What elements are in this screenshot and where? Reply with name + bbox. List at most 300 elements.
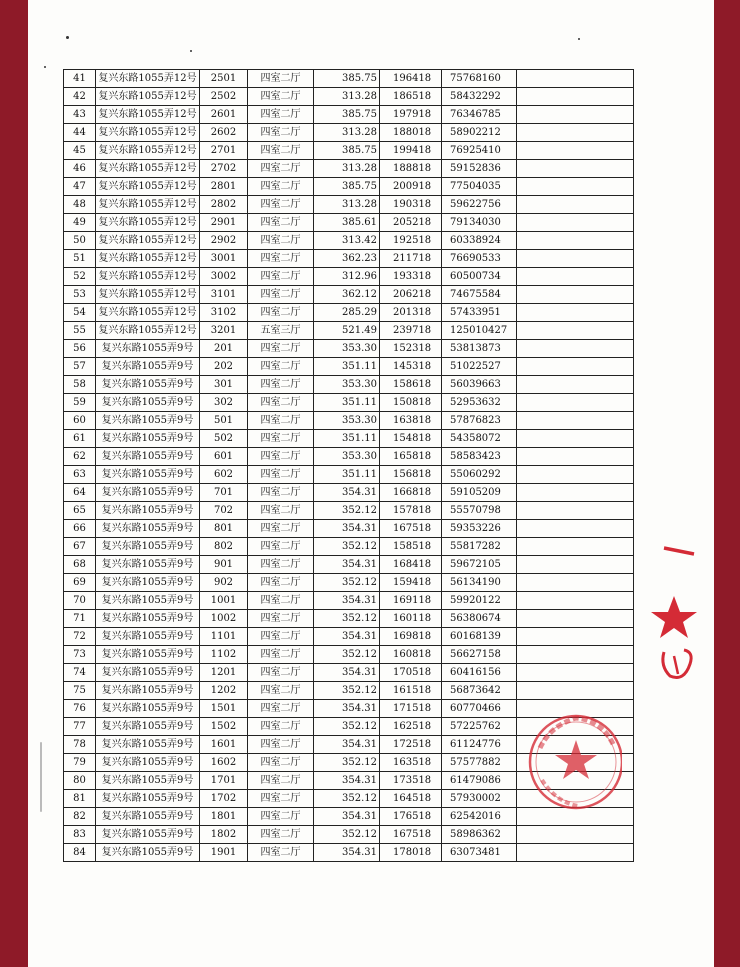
table-cell-area: 313.28 <box>314 124 380 142</box>
table-cell-area: 354.31 <box>314 808 380 826</box>
table-cell-area: 385.75 <box>314 70 380 88</box>
table-cell-address: 复兴东路1055弄12号 <box>96 196 200 214</box>
table-cell-area: 352.12 <box>314 502 380 520</box>
table-cell-price: 173518 <box>380 772 442 790</box>
table-cell-address: 复兴东路1055弄12号 <box>96 322 200 340</box>
table-cell-price: 161518 <box>380 682 442 700</box>
table-cell-area: 352.12 <box>314 610 380 628</box>
table-cell-total: 57930002 <box>442 790 517 808</box>
table-cell-address: 复兴东路1055弄9号 <box>96 826 200 844</box>
table-cell-room: 302 <box>200 394 248 412</box>
table-cell-address: 复兴东路1055弄12号 <box>96 286 200 304</box>
table-cell-room: 3201 <box>200 322 248 340</box>
table-cell-no: 70 <box>64 592 96 610</box>
table-cell-area: 353.30 <box>314 376 380 394</box>
table-row <box>64 376 634 394</box>
table-cell-remark <box>517 394 634 412</box>
table-cell-no: 65 <box>64 502 96 520</box>
table-cell-no: 53 <box>64 286 96 304</box>
table-cell-remark <box>517 430 634 448</box>
table-cell-room: 2701 <box>200 142 248 160</box>
table-cell-price: 158518 <box>380 538 442 556</box>
table-cell-area: 354.31 <box>314 700 380 718</box>
table-cell-address: 复兴东路1055弄12号 <box>96 250 200 268</box>
table-cell-room: 2602 <box>200 124 248 142</box>
table-cell-total: 76346785 <box>442 106 517 124</box>
table-cell-total: 54358072 <box>442 430 517 448</box>
table-cell-layout: 四室二厅 <box>248 412 314 430</box>
table-cell-remark <box>517 754 634 772</box>
table-cell-room: 3002 <box>200 268 248 286</box>
table-cell-address: 复兴东路1055弄9号 <box>96 592 200 610</box>
table-cell-layout: 四室二厅 <box>248 358 314 376</box>
table-cell-price: 156818 <box>380 466 442 484</box>
table-cell-remark <box>517 214 634 232</box>
red-star-margin-mark-icon <box>650 540 710 700</box>
table-cell-no: 72 <box>64 628 96 646</box>
table-cell-area: 313.42 <box>314 232 380 250</box>
table-cell-price: 200918 <box>380 178 442 196</box>
table-cell-address: 复兴东路1055弄9号 <box>96 376 200 394</box>
table-row <box>64 736 634 754</box>
table-cell-room: 1801 <box>200 808 248 826</box>
table-cell-price: 163518 <box>380 754 442 772</box>
table-cell-remark <box>517 520 634 538</box>
table-row <box>64 610 634 628</box>
table-cell-area: 521.49 <box>314 322 380 340</box>
table-cell-total: 76925410 <box>442 142 517 160</box>
table-cell-remark <box>517 70 634 88</box>
table-cell-room: 2502 <box>200 88 248 106</box>
table-cell-no: 49 <box>64 214 96 232</box>
table-cell-remark <box>517 232 634 250</box>
table-cell-area: 352.12 <box>314 646 380 664</box>
table-cell-address: 复兴东路1055弄9号 <box>96 394 200 412</box>
table-cell-layout: 四室二厅 <box>248 376 314 394</box>
table-cell-layout: 四室二厅 <box>248 286 314 304</box>
table-cell-price: 145318 <box>380 358 442 376</box>
table-cell-room: 2501 <box>200 70 248 88</box>
table-cell-area: 354.31 <box>314 628 380 646</box>
table-row <box>64 70 634 88</box>
table-cell-no: 77 <box>64 718 96 736</box>
table-cell-price: 157818 <box>380 502 442 520</box>
table-cell-address: 复兴东路1055弄9号 <box>96 754 200 772</box>
table-cell-room: 502 <box>200 430 248 448</box>
table-cell-total: 60338924 <box>442 232 517 250</box>
table-cell-total: 75768160 <box>442 70 517 88</box>
table-row <box>64 412 634 430</box>
table-cell-no: 50 <box>64 232 96 250</box>
table-row <box>64 142 634 160</box>
table-cell-price: 165818 <box>380 448 442 466</box>
table-cell-remark <box>517 808 634 826</box>
table-cell-remark <box>517 556 634 574</box>
table-cell-address: 复兴东路1055弄12号 <box>96 160 200 178</box>
table-cell-remark <box>517 736 634 754</box>
table-cell-address: 复兴东路1055弄9号 <box>96 700 200 718</box>
table-cell-price: 188018 <box>380 124 442 142</box>
table-row <box>64 844 634 862</box>
table-cell-price: 163818 <box>380 412 442 430</box>
table-cell-area: 351.11 <box>314 466 380 484</box>
table-cell-total: 56627158 <box>442 646 517 664</box>
table-cell-total: 60168139 <box>442 628 517 646</box>
table-cell-address: 复兴东路1055弄9号 <box>96 430 200 448</box>
table-cell-total: 51022527 <box>442 358 517 376</box>
table-cell-layout: 四室二厅 <box>248 250 314 268</box>
table-cell-total: 53813873 <box>442 340 517 358</box>
table-cell-remark <box>517 142 634 160</box>
table-cell-room: 2801 <box>200 178 248 196</box>
table-cell-layout: 四室二厅 <box>248 592 314 610</box>
table-cell-no: 78 <box>64 736 96 754</box>
table-cell-price: 171518 <box>380 700 442 718</box>
table-cell-address: 复兴东路1055弄12号 <box>96 142 200 160</box>
table-cell-address: 复兴东路1055弄9号 <box>96 808 200 826</box>
table-row <box>64 538 634 556</box>
unit-price-table <box>63 69 634 862</box>
table-cell-layout: 四室二厅 <box>248 160 314 178</box>
table-cell-area: 354.31 <box>314 556 380 574</box>
table-cell-no: 45 <box>64 142 96 160</box>
table-row <box>64 124 634 142</box>
table-cell-room: 701 <box>200 484 248 502</box>
table-cell-layout: 四室二厅 <box>248 268 314 286</box>
table-cell-layout: 四室二厅 <box>248 826 314 844</box>
table-cell-total: 58432292 <box>442 88 517 106</box>
table-cell-layout: 四室二厅 <box>248 142 314 160</box>
table-cell-area: 352.12 <box>314 574 380 592</box>
table-cell-total: 56873642 <box>442 682 517 700</box>
table-cell-layout: 四室二厅 <box>248 448 314 466</box>
table-row <box>64 178 634 196</box>
table-cell-price: 193318 <box>380 268 442 286</box>
table-cell-room: 702 <box>200 502 248 520</box>
table-cell-area: 352.12 <box>314 826 380 844</box>
table-cell-room: 1101 <box>200 628 248 646</box>
table-cell-remark <box>517 484 634 502</box>
table-cell-total: 55817282 <box>442 538 517 556</box>
table-cell-total: 125010427 <box>442 322 517 340</box>
table-cell-room: 1002 <box>200 610 248 628</box>
table-cell-remark <box>517 574 634 592</box>
table-cell-price: 211718 <box>380 250 442 268</box>
table-cell-layout: 四室二厅 <box>248 430 314 448</box>
table-cell-room: 3101 <box>200 286 248 304</box>
table-cell-no: 84 <box>64 844 96 862</box>
table-cell-layout: 四室二厅 <box>248 484 314 502</box>
table-cell-address: 复兴东路1055弄12号 <box>96 178 200 196</box>
table-cell-remark <box>517 268 634 286</box>
table-cell-layout: 四室二厅 <box>248 790 314 808</box>
table-cell-address: 复兴东路1055弄9号 <box>96 340 200 358</box>
table-cell-price: 206218 <box>380 286 442 304</box>
table-cell-remark <box>517 628 634 646</box>
table-cell-total: 55570798 <box>442 502 517 520</box>
table-cell-area: 313.28 <box>314 160 380 178</box>
table-row <box>64 574 634 592</box>
table-cell-remark <box>517 124 634 142</box>
table-cell-room: 1901 <box>200 844 248 862</box>
table-cell-room: 2901 <box>200 214 248 232</box>
table-cell-room: 3102 <box>200 304 248 322</box>
table-cell-layout: 四室二厅 <box>248 844 314 862</box>
table-cell-price: 197918 <box>380 106 442 124</box>
table-cell-price: 239718 <box>380 322 442 340</box>
table-cell-area: 354.31 <box>314 844 380 862</box>
table-cell-remark <box>517 178 634 196</box>
table-cell-room: 201 <box>200 340 248 358</box>
table-cell-address: 复兴东路1055弄12号 <box>96 304 200 322</box>
table-cell-area: 313.28 <box>314 88 380 106</box>
table-cell-room: 2902 <box>200 232 248 250</box>
table-row <box>64 340 634 358</box>
table-cell-address: 复兴东路1055弄9号 <box>96 844 200 862</box>
table-cell-room: 2601 <box>200 106 248 124</box>
table-cell-price: 188818 <box>380 160 442 178</box>
table-row <box>64 286 634 304</box>
table-cell-area: 312.96 <box>314 268 380 286</box>
table-row <box>64 808 634 826</box>
table-cell-layout: 四室二厅 <box>248 754 314 772</box>
table-cell-remark <box>517 466 634 484</box>
table-cell-layout: 四室二厅 <box>248 718 314 736</box>
table-cell-price: 178018 <box>380 844 442 862</box>
table-cell-address: 复兴东路1055弄9号 <box>96 610 200 628</box>
table-cell-no: 73 <box>64 646 96 664</box>
table-cell-room: 3001 <box>200 250 248 268</box>
table-cell-no: 61 <box>64 430 96 448</box>
table-cell-layout: 四室二厅 <box>248 610 314 628</box>
table-cell-remark <box>517 412 634 430</box>
table-row <box>64 160 634 178</box>
table-cell-area: 285.29 <box>314 304 380 322</box>
table-cell-area: 353.30 <box>314 412 380 430</box>
table-row <box>64 196 634 214</box>
table-cell-price: 192518 <box>380 232 442 250</box>
table-cell-address: 复兴东路1055弄12号 <box>96 214 200 232</box>
table-cell-room: 801 <box>200 520 248 538</box>
table-cell-total: 56039663 <box>442 376 517 394</box>
table-cell-no: 58 <box>64 376 96 394</box>
table-cell-area: 385.61 <box>314 214 380 232</box>
table-row <box>64 430 634 448</box>
table-cell-area: 352.12 <box>314 754 380 772</box>
table-cell-area: 353.30 <box>314 448 380 466</box>
table-row <box>64 88 634 106</box>
table-cell-no: 83 <box>64 826 96 844</box>
table-cell-room: 1802 <box>200 826 248 844</box>
table-cell-no: 74 <box>64 664 96 682</box>
table-cell-no: 69 <box>64 574 96 592</box>
table-cell-remark <box>517 844 634 862</box>
table-cell-room: 1202 <box>200 682 248 700</box>
table-cell-layout: 四室二厅 <box>248 628 314 646</box>
table-cell-price: 162518 <box>380 718 442 736</box>
table-cell-layout: 四室二厅 <box>248 520 314 538</box>
table-cell-total: 60416156 <box>442 664 517 682</box>
table-cell-address: 复兴东路1055弄9号 <box>96 358 200 376</box>
table-cell-layout: 四室二厅 <box>248 214 314 232</box>
table-cell-remark <box>517 340 634 358</box>
table-cell-total: 79134030 <box>442 214 517 232</box>
table-cell-no: 46 <box>64 160 96 178</box>
table-cell-address: 复兴东路1055弄9号 <box>96 736 200 754</box>
table-cell-no: 47 <box>64 178 96 196</box>
table-row <box>64 592 634 610</box>
table-cell-remark <box>517 592 634 610</box>
table-cell-layout: 四室二厅 <box>248 700 314 718</box>
table-cell-remark <box>517 376 634 394</box>
table-cell-total: 55060292 <box>442 466 517 484</box>
table-cell-layout: 四室二厅 <box>248 178 314 196</box>
table-cell-price: 167518 <box>380 826 442 844</box>
table-cell-layout: 四室二厅 <box>248 196 314 214</box>
table-cell-remark <box>517 538 634 556</box>
table-cell-layout: 四室二厅 <box>248 556 314 574</box>
table-cell-no: 57 <box>64 358 96 376</box>
table-cell-remark <box>517 106 634 124</box>
speck-mark <box>190 50 192 52</box>
table-cell-price: 168418 <box>380 556 442 574</box>
table-cell-price: 196418 <box>380 70 442 88</box>
table-row <box>64 682 634 700</box>
table-cell-remark <box>517 502 634 520</box>
table-cell-total: 57876823 <box>442 412 517 430</box>
table-cell-no: 43 <box>64 106 96 124</box>
table-cell-layout: 四室二厅 <box>248 340 314 358</box>
table-cell-total: 57577882 <box>442 754 517 772</box>
table-cell-layout: 四室二厅 <box>248 466 314 484</box>
table-cell-layout: 四室二厅 <box>248 106 314 124</box>
table-cell-price: 164518 <box>380 790 442 808</box>
table-cell-no: 67 <box>64 538 96 556</box>
table-cell-price: 190318 <box>380 196 442 214</box>
table-cell-room: 501 <box>200 412 248 430</box>
table-cell-layout: 四室二厅 <box>248 394 314 412</box>
table-cell-no: 54 <box>64 304 96 322</box>
table-cell-no: 82 <box>64 808 96 826</box>
table-cell-room: 2702 <box>200 160 248 178</box>
table-cell-remark <box>517 250 634 268</box>
table-cell-address: 复兴东路1055弄9号 <box>96 646 200 664</box>
table-cell-layout: 四室二厅 <box>248 88 314 106</box>
table-body <box>64 70 634 862</box>
table-cell-price: 199418 <box>380 142 442 160</box>
table-cell-area: 385.75 <box>314 178 380 196</box>
table-cell-room: 802 <box>200 538 248 556</box>
table-cell-no: 48 <box>64 196 96 214</box>
table-cell-remark <box>517 448 634 466</box>
table-cell-total: 58583423 <box>442 448 517 466</box>
table-cell-room: 1102 <box>200 646 248 664</box>
table-cell-no: 56 <box>64 340 96 358</box>
table-cell-total: 62542016 <box>442 808 517 826</box>
table-cell-no: 51 <box>64 250 96 268</box>
table-cell-address: 复兴东路1055弄12号 <box>96 232 200 250</box>
table-cell-remark <box>517 358 634 376</box>
table-cell-area: 351.11 <box>314 430 380 448</box>
table-cell-area: 353.30 <box>314 340 380 358</box>
table-cell-total: 61124776 <box>442 736 517 754</box>
table-cell-area: 362.23 <box>314 250 380 268</box>
table-cell-area: 362.12 <box>314 286 380 304</box>
table-cell-area: 354.31 <box>314 664 380 682</box>
table-cell-room: 301 <box>200 376 248 394</box>
table-cell-price: 205218 <box>380 214 442 232</box>
table-cell-room: 1702 <box>200 790 248 808</box>
table-cell-room: 2802 <box>200 196 248 214</box>
table-cell-room: 1701 <box>200 772 248 790</box>
table-cell-layout: 四室二厅 <box>248 808 314 826</box>
table-cell-price: 169818 <box>380 628 442 646</box>
table-cell-remark <box>517 772 634 790</box>
speck-mark <box>66 36 69 39</box>
table-cell-area: 354.31 <box>314 772 380 790</box>
table-cell-total: 59622756 <box>442 196 517 214</box>
table-cell-layout: 四室二厅 <box>248 502 314 520</box>
table-cell-area: 354.31 <box>314 484 380 502</box>
table-cell-no: 76 <box>64 700 96 718</box>
table-cell-no: 71 <box>64 610 96 628</box>
table-cell-total: 59672105 <box>442 556 517 574</box>
table-cell-address: 复兴东路1055弄9号 <box>96 502 200 520</box>
table-cell-total: 59152836 <box>442 160 517 178</box>
table-cell-area: 385.75 <box>314 142 380 160</box>
table-cell-area: 385.75 <box>314 106 380 124</box>
table-cell-price: 167518 <box>380 520 442 538</box>
table-cell-area: 354.31 <box>314 736 380 754</box>
table-cell-layout: 五室三厅 <box>248 322 314 340</box>
table-cell-area: 352.12 <box>314 790 380 808</box>
table-cell-room: 902 <box>200 574 248 592</box>
table-cell-price: 201318 <box>380 304 442 322</box>
table-row <box>64 466 634 484</box>
table-cell-layout: 四室二厅 <box>248 574 314 592</box>
table-cell-area: 352.12 <box>314 538 380 556</box>
table-row <box>64 304 634 322</box>
table-row <box>64 772 634 790</box>
table-cell-layout: 四室二厅 <box>248 736 314 754</box>
table-cell-remark <box>517 718 634 736</box>
table-cell-no: 42 <box>64 88 96 106</box>
table-cell-room: 1501 <box>200 700 248 718</box>
table-cell-remark <box>517 196 634 214</box>
table-cell-address: 复兴东路1055弄9号 <box>96 466 200 484</box>
table-cell-layout: 四室二厅 <box>248 124 314 142</box>
table-cell-total: 77504035 <box>442 178 517 196</box>
table-cell-no: 59 <box>64 394 96 412</box>
table-cell-room: 1502 <box>200 718 248 736</box>
table-cell-address: 复兴东路1055弄12号 <box>96 88 200 106</box>
table-cell-address: 复兴东路1055弄12号 <box>96 106 200 124</box>
table-cell-area: 352.12 <box>314 682 380 700</box>
table-row <box>64 664 634 682</box>
table-cell-remark <box>517 322 634 340</box>
table-cell-area: 313.28 <box>314 196 380 214</box>
table-cell-area: 352.12 <box>314 718 380 736</box>
table-cell-layout: 四室二厅 <box>248 70 314 88</box>
table-cell-address: 复兴东路1055弄9号 <box>96 574 200 592</box>
table-cell-no: 44 <box>64 124 96 142</box>
table-cell-total: 60770466 <box>442 700 517 718</box>
table-cell-no: 60 <box>64 412 96 430</box>
table-cell-address: 复兴东路1055弄9号 <box>96 556 200 574</box>
table-cell-remark <box>517 826 634 844</box>
table-row <box>64 214 634 232</box>
table-cell-area: 351.11 <box>314 358 380 376</box>
